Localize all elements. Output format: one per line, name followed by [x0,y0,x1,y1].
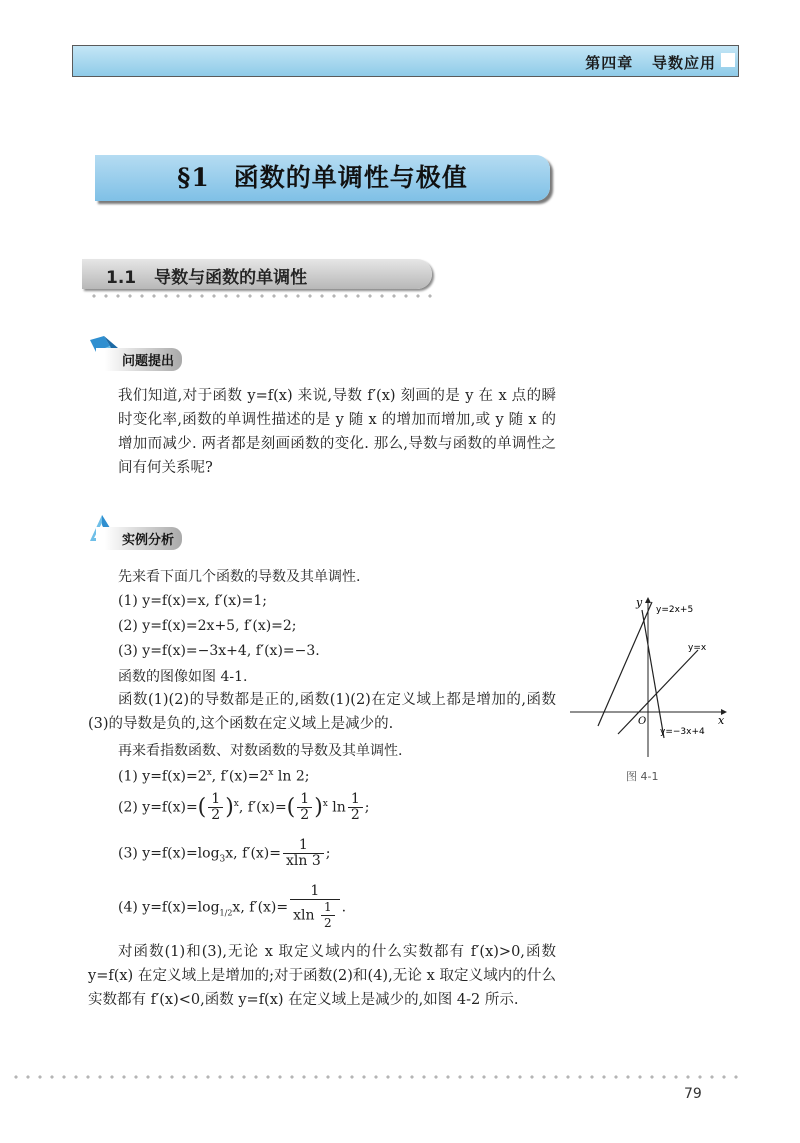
page-number: 79 [684,1086,702,1102]
exp2-num: (2) [118,799,138,816]
exp1-num: (1) [118,768,138,785]
exp1-deriv-exponent: x [268,768,274,778]
log-example-4: (4) $y=f(x)=\log_{1/2}x$, f′(x)= 1 xln $\frac{1}{2}$ . [118,883,347,930]
log4-num: (4) [118,899,138,916]
chapter-title: 导数应用 [651,54,716,72]
header-square-decoration [721,53,735,67]
example-1-line: (1) y=f(x)=x, f′(x)=1; [118,593,267,609]
log3-func: y=f(x)=log [142,845,220,862]
exp2-ln: ln [327,799,346,816]
exp1-deriv: , f′(x)=2 [211,768,269,785]
exp1-tail: ln 2; [273,768,310,785]
conclusion-paragraph: 对函数(1)和(3),无论 x 取定义域内的什么实数都有 f′(x)>0,函数 y=f(x) 在定义域上是增加的;对于函数(2)和(4),无论 x 取定义域内的什么实数都有 f′(x)<0,函数 y=f(x) 在定义域上是减少的,如图 4-2 所示. [88,944,556,1008]
label-y-minus-3x-plus-4: y=−3x+4 [660,727,705,737]
subsection-dotted-rule [88,294,434,298]
subsection-title-text: 导数与函数的单调性 [154,268,308,288]
section-number: §1 [177,163,210,192]
examples-intro: 先来看下面几个函数的导数及其单调性. [118,569,361,585]
log4-deriv: x, f′(x)= [232,899,289,916]
question-paragraph: 我们知道,对于函数 y=f(x) 来说,导数 f′(x) 刻画的是 y 在 x 点的瞬时变化率,函数的单调性描述的是 y 随 x 的增加而增加,或 y 随 x 的增加而减少. 两者都是刻画函数的变化. 那么,导数与函数的单调性之间有何关系呢? [118,388,556,476]
exp-example-1 [118,768,309,785]
chapter-number: 第四章 [585,54,634,72]
log-example-3: (3) $y=f(x)=\log_3x$, f′(x)= $\frac{1}{xln 3}$ ; [118,837,331,869]
analysis-paragraph: 函数(1)(2)的导数都是正的,函数(1)(2)在定义域上都是增加的,函数(3)的导数是负的,这个函数在定义域上是减少的. [88,692,556,732]
figure-origin-label: O [638,716,647,727]
figure-reference: 函数的图像如图 4-1. [118,669,248,685]
log3-num: (3) [118,845,138,862]
exp2-func: y=f(x)= [142,799,198,816]
figure-4-1 [568,592,738,766]
log3-deriv: x, f′(x)= [225,845,281,862]
exp-log-intro: 再来看指数函数、对数函数的导数及其单调性. [118,743,403,759]
figure-y-label: y [636,596,643,609]
log4-base: 1/2 [219,908,233,918]
exp-example-2: (2) y=f(x)=( $\frac{1}{2}$ )$^x$, f′(x)=( $\frac{1}{2}$ )$^x$ ln $\frac{1}{2}$ ; [118,791,370,823]
example-3-line: (3) y=f(x)=−3x+4, f′(x)=−3. [118,643,320,659]
exp2-base-fraction: $\frac{1}{2}$ [208,792,223,823]
section-banner [95,155,550,201]
exp1-func: y=f(x)=2 [142,768,207,785]
question-box-label: 问题提出 [96,348,182,371]
section-title-text: 函数的单调性与极值 [233,163,468,192]
section-title [95,155,550,201]
chapter-header-band [72,45,739,77]
line-y-x [618,650,698,734]
exp2-deriv: , f′(x)= [238,799,287,816]
exp2-exponent: x [233,798,239,809]
figure-x-label: x [718,714,725,727]
subsection-title [106,263,307,288]
footer-dotted-rule [10,1075,745,1079]
log3-base: 3 [219,854,226,865]
example-2-line: (2) y=f(x)=2x+5, f′(x)=2; [118,618,297,634]
label-y-x: y=x [688,643,707,653]
log4-deriv-fraction: 1 xln $\frac{1}{2}$ [290,884,339,931]
subsection-number: 1.1 [106,268,137,288]
log3-deriv-fraction: $\frac{1}{xln 3}$ [283,838,324,869]
label-y-2x-plus-5: y=2x+5 [656,605,694,615]
subsection-banner [82,259,432,289]
log4-func: y=f(x)=log [142,899,220,916]
chapter-header-text [585,52,716,73]
example-box-label: 实例分析 [96,527,182,550]
figure-caption: 图 4-1 [626,770,659,783]
exp2-ln-fraction: $\frac{1}{2}$ [348,792,363,823]
exp1-exponent: x [206,768,212,778]
exp2-deriv-base-fraction: $\frac{1}{2}$ [297,792,312,823]
